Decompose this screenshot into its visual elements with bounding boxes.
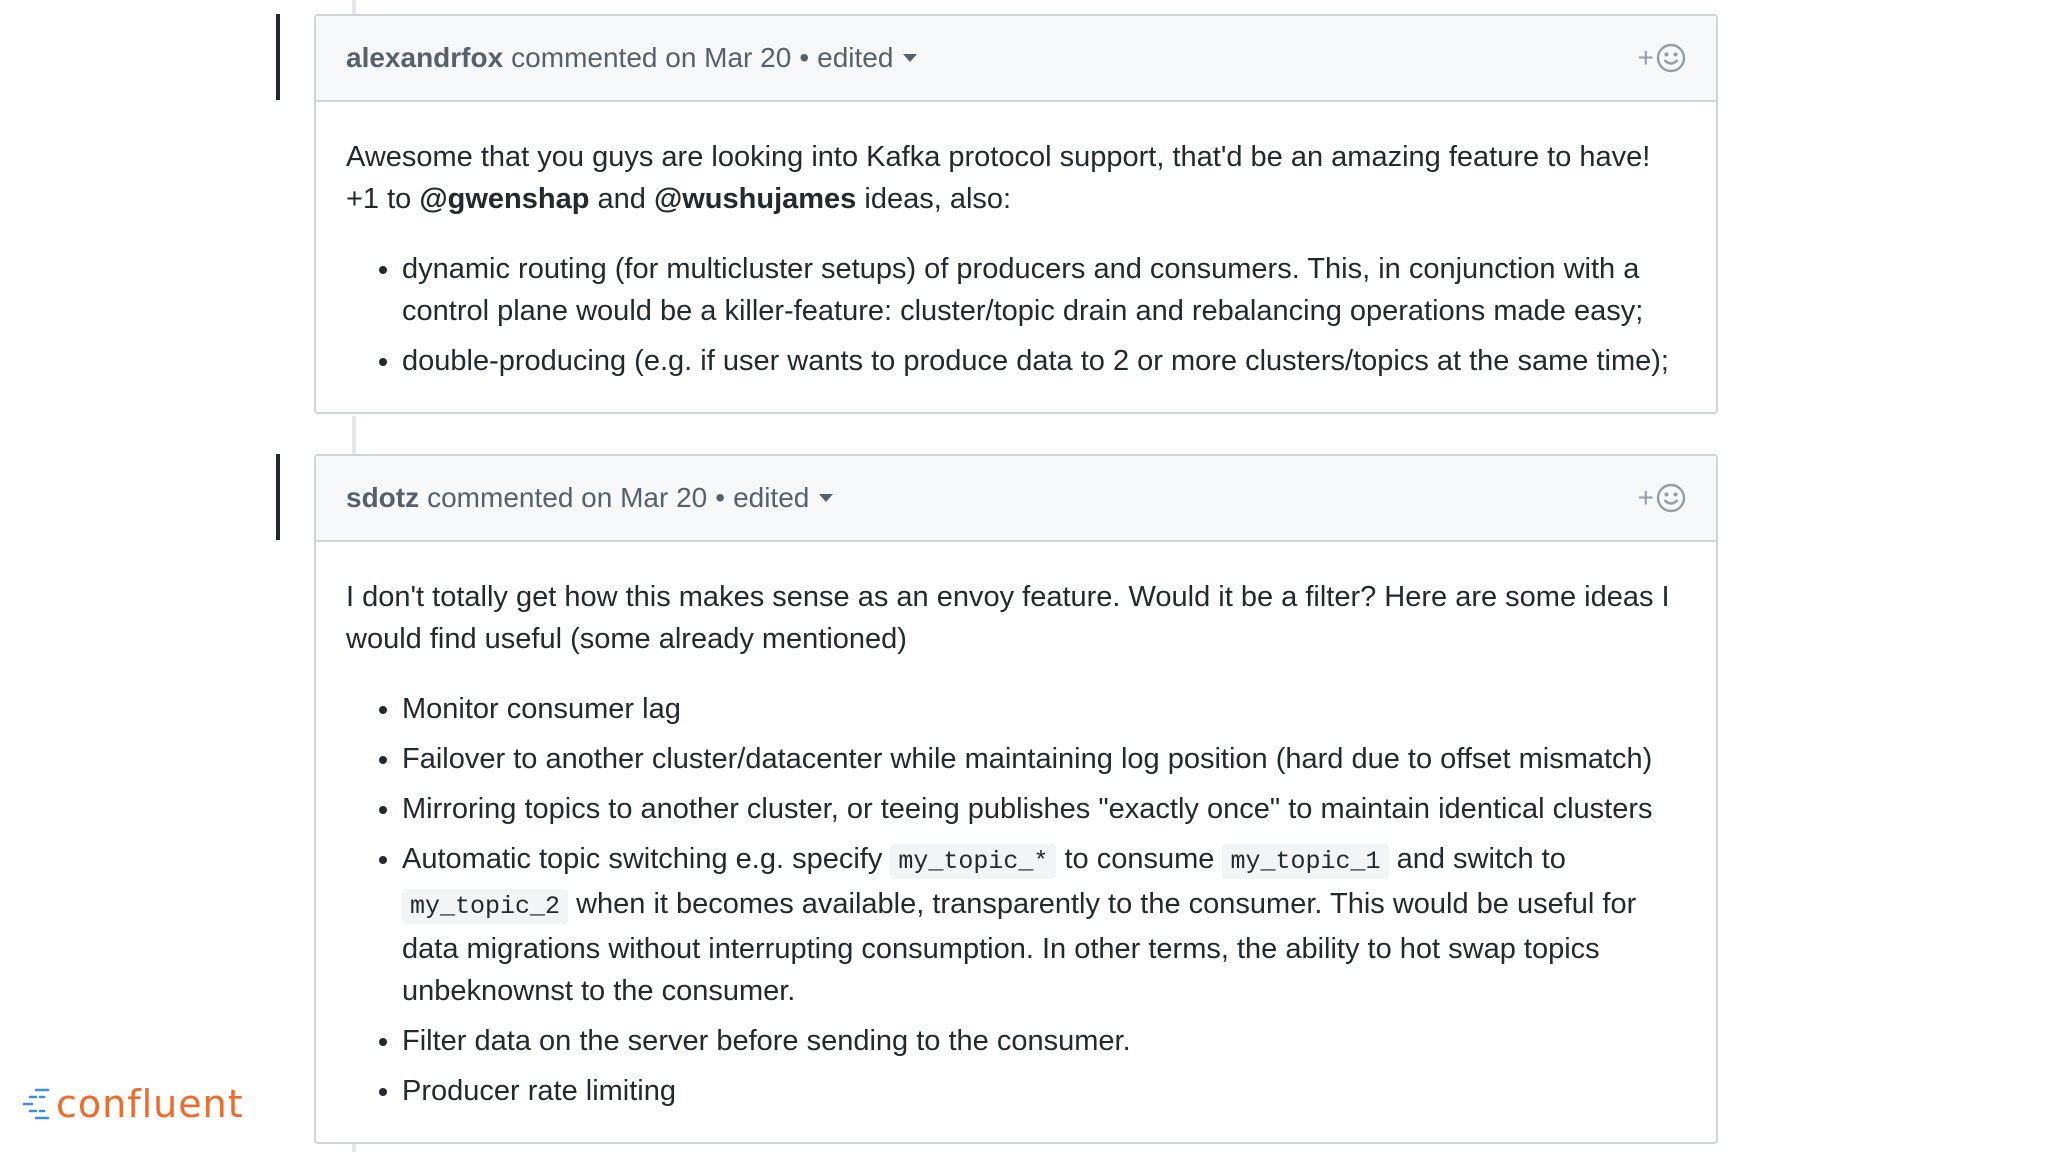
plus-label: + — [1637, 42, 1654, 73]
comment-timestamp[interactable]: commented on Mar 20 — [511, 42, 792, 73]
item-text: Automatic topic switching e.g. specify — [402, 843, 883, 875]
intro-text: and — [597, 183, 646, 215]
comment-header — [316, 16, 1716, 102]
comment-body — [316, 542, 1716, 1142]
comment-body — [316, 102, 1716, 412]
list-item: • Filter data on the server before sending to the consumer. — [402, 1020, 1686, 1062]
comment-header — [316, 456, 1716, 542]
item-text: to consume — [1064, 843, 1215, 875]
add-reaction-button[interactable] — [1638, 42, 1686, 74]
inline-code: my_topic_1 — [1222, 844, 1388, 879]
list-item: • dynamic routing (for multicluster setups) of producers and consumers. This, in conjunction with a control plane would be a killer-feature: cluster/topic drain and rebalancing operations made easy; — [402, 248, 1686, 332]
caret-down-icon — [819, 494, 833, 502]
smiley-icon — [1656, 483, 1686, 513]
confluent-logo — [22, 1082, 244, 1126]
intro-text: ideas, also: — [864, 183, 1012, 215]
list-item — [402, 838, 1686, 1012]
timeline-connector — [352, 416, 356, 454]
item-text: when it becomes available, transparently to the consumer. This would be useful for data migrations without interrupting consumption. In other terms, the ability to hot swap topics unbeknownst to the consumer. — [402, 888, 1637, 1007]
comment-timestamp[interactable]: commented on Mar 20 — [427, 482, 708, 513]
user-mention[interactable]: @wushujames — [653, 183, 857, 215]
separator: • — [799, 42, 810, 73]
avatar[interactable] — [276, 14, 280, 100]
avatar[interactable] — [276, 454, 280, 540]
comment-card — [314, 454, 1718, 1144]
idea-list — [346, 688, 1686, 1112]
smiley-icon — [1656, 43, 1686, 73]
list-item: • Mirroring topics to another cluster, or teeing publishes "exactly once" to maintain identical clusters — [402, 788, 1686, 830]
add-reaction-button[interactable] — [1638, 482, 1686, 514]
inline-code: my_topic_2 — [402, 889, 568, 924]
confluent-logo-text: confluent — [56, 1082, 244, 1126]
comment-paragraph: I don't totally get how this makes sense as an envoy feature. Would it be a filter? Here are some ideas I would find useful (some already mentioned) — [346, 581, 1670, 655]
comment-paragraph — [346, 136, 1686, 220]
edited-dropdown[interactable] — [733, 482, 833, 514]
plus-label: + — [1637, 482, 1654, 513]
separator: • — [715, 482, 726, 513]
edited-label: edited — [817, 42, 894, 73]
timeline-connector — [352, 0, 356, 14]
user-mention[interactable]: @gwenshap — [419, 183, 590, 215]
edited-label: edited — [733, 482, 810, 513]
intro-text: +1 to — [346, 183, 412, 215]
item-text: and switch to — [1396, 843, 1566, 875]
list-item: • Producer rate limiting — [402, 1070, 1686, 1112]
comment-author[interactable]: alexandrfox — [346, 42, 504, 73]
comment-card — [314, 14, 1718, 414]
list-item: • double-producing (e.g. if user wants to produce data to 2 or more clusters/topics at the same time); — [402, 340, 1686, 382]
list-item: • Failover to another cluster/datacenter while maintaining log position (hard due to offset mismatch) — [402, 738, 1686, 780]
idea-list — [346, 248, 1686, 382]
confluent-logo-icon — [22, 1084, 52, 1124]
edited-dropdown[interactable] — [817, 42, 917, 74]
list-item: • Monitor consumer lag — [402, 688, 1686, 730]
caret-down-icon — [903, 54, 917, 62]
comment-author[interactable]: sdotz — [346, 482, 420, 513]
inline-code: my_topic_* — [890, 844, 1056, 879]
intro-text: Awesome that you guys are looking into Kafka protocol support, that'd be an amazing feature to have! — [346, 141, 1651, 173]
